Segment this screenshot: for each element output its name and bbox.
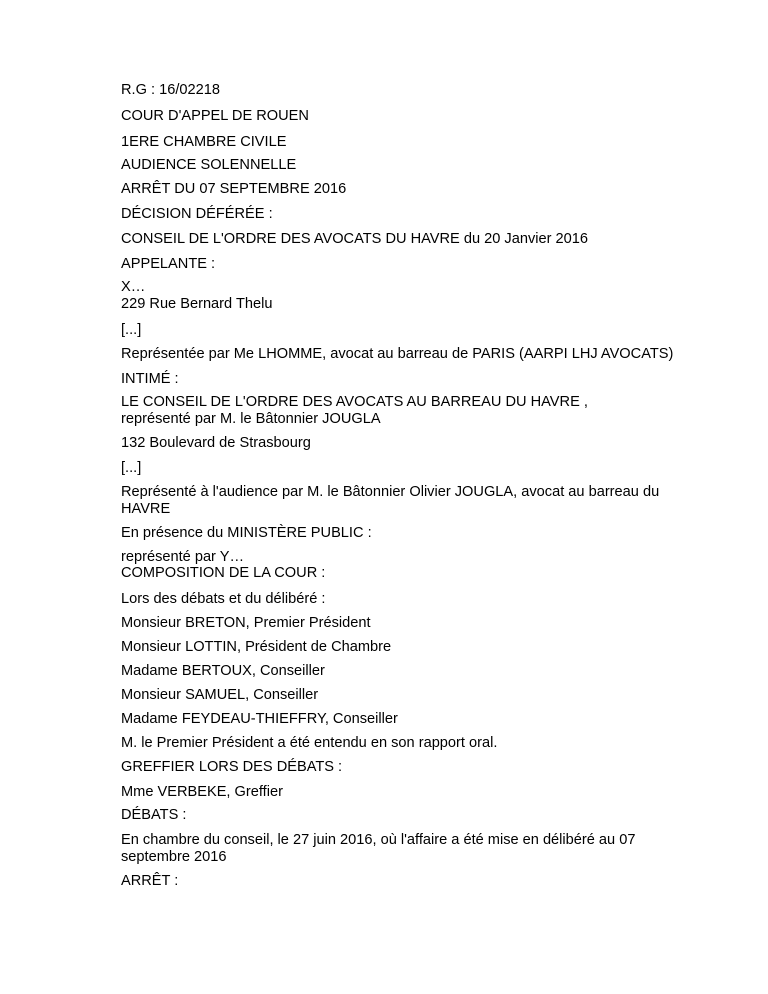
redaction-marker: [...] [121,322,142,338]
judgment-date: ARRÊT DU 07 SEPTEMBRE 2016 [121,181,347,197]
debates-heading: DÉBATS : [121,807,187,823]
arret-heading: ARRÊT : [121,873,179,889]
clerk-heading: GREFFIER LORS DES DÉBATS : [121,759,343,775]
court-name: COUR D'APPEL DE ROUEN [121,108,309,124]
chamber-name: 1ERE CHAMBRE CIVILE [121,134,287,150]
court-member: Madame BERTOUX, Conseiller [121,663,325,679]
redaction-marker: [...] [121,460,142,476]
ministry-heading: En présence du MINISTÈRE PUBLIC : [121,525,372,541]
hearing-type: AUDIENCE SOLENNELLE [121,157,297,173]
ministry-represented: représenté par Y… [121,549,245,565]
respondent-heading: INTIMÉ : [121,371,179,387]
respondent-text: LE CONSEIL DE L'ORDRE DES AVOCATS AU BARREAU DU HAVRE , représenté par M. le Bâtonnier JOUGLA [121,394,588,427]
clerk-name: Mme VERBEKE, Greffier [121,784,283,800]
appellant-representation: Représentée par Me LHOMME, avocat au barreau de PARIS (AARPI LHJ AVOCATS) [121,346,674,362]
decision-text: CONSEIL DE L'ORDRE DES AVOCATS DU HAVRE du 20 Janvier 2016 [121,231,588,247]
appellant-name: X… [121,279,146,295]
court-member: Monsieur LOTTIN, Président de Chambre [121,639,392,655]
report-note: M. le Premier Président a été entendu en son rapport oral. [121,735,498,751]
respondent-address: 132 Boulevard de Strasbourg [121,435,311,451]
court-member: Madame FEYDEAU-THIEFFRY, Conseiller [121,711,398,727]
case-number: R.G : 16/02218 [121,82,220,98]
appellant-address: 229 Rue Bernard Thelu [121,296,273,312]
decision-heading: DÉCISION DÉFÉRÉE : [121,206,273,222]
deliberation-intro: Lors des débats et du délibéré : [121,591,326,607]
appellant-heading: APPELANTE : [121,256,216,272]
court-member: Monsieur BRETON, Premier Président [121,615,371,631]
composition-heading: COMPOSITION DE LA COUR : [121,565,326,581]
respondent-representation: Représenté à l'audience par M. le Bâtonnier Olivier JOUGLA, avocat au barreau du HAVRE [121,484,660,517]
court-member: Monsieur SAMUEL, Conseiller [121,687,319,703]
debates-text: En chambre du conseil, le 27 juin 2016, où l'affaire a été mise en délibéré au 07 septembre 2016 [121,832,636,865]
